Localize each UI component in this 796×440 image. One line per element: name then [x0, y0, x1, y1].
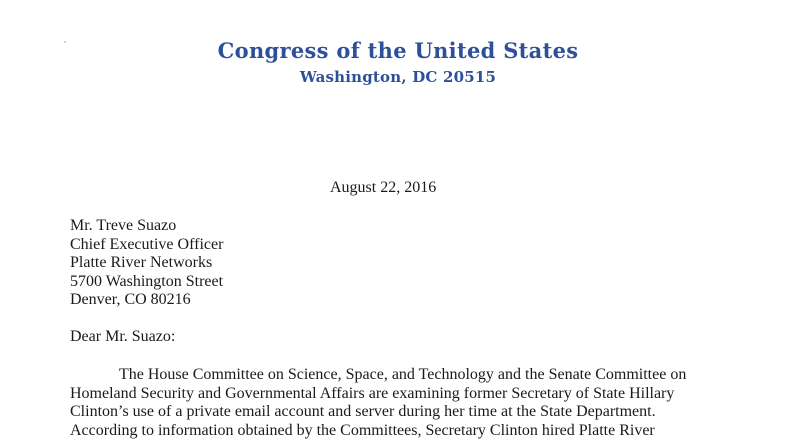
- paragraph-line: Clinton’s use of a private email account and server during her time at the State Department.: [70, 403, 656, 421]
- recipient-city: Denver, CO 80216: [70, 291, 191, 309]
- letterhead-title: Congress of the United States: [217, 38, 579, 63]
- letterhead-subtitle: Washington, DC 20515: [299, 68, 497, 86]
- paragraph-line: Homeland Security and Governmental Affairs are examining former Secretary of State Hillary: [70, 384, 675, 402]
- salutation: Dear Mr. Suazo:: [70, 328, 176, 345]
- recipient-address: [70, 217, 223, 310]
- recipient-street: 5700 Washington Street: [70, 272, 224, 290]
- paragraph-line: According to information obtained by the Committees, Secretary Clinton hired Platte River: [70, 421, 655, 439]
- recipient-title: Chief Executive Officer: [70, 235, 224, 253]
- body-paragraph: [70, 366, 710, 440]
- letter-date: August 22, 2016: [330, 179, 437, 196]
- recipient-company: Platte River Networks: [70, 254, 213, 272]
- recipient-name: Mr. Treve Suazo: [70, 217, 177, 234]
- paragraph-line: The House Committee on Science, Space, and Technology and the Senate Committee on: [119, 366, 687, 383]
